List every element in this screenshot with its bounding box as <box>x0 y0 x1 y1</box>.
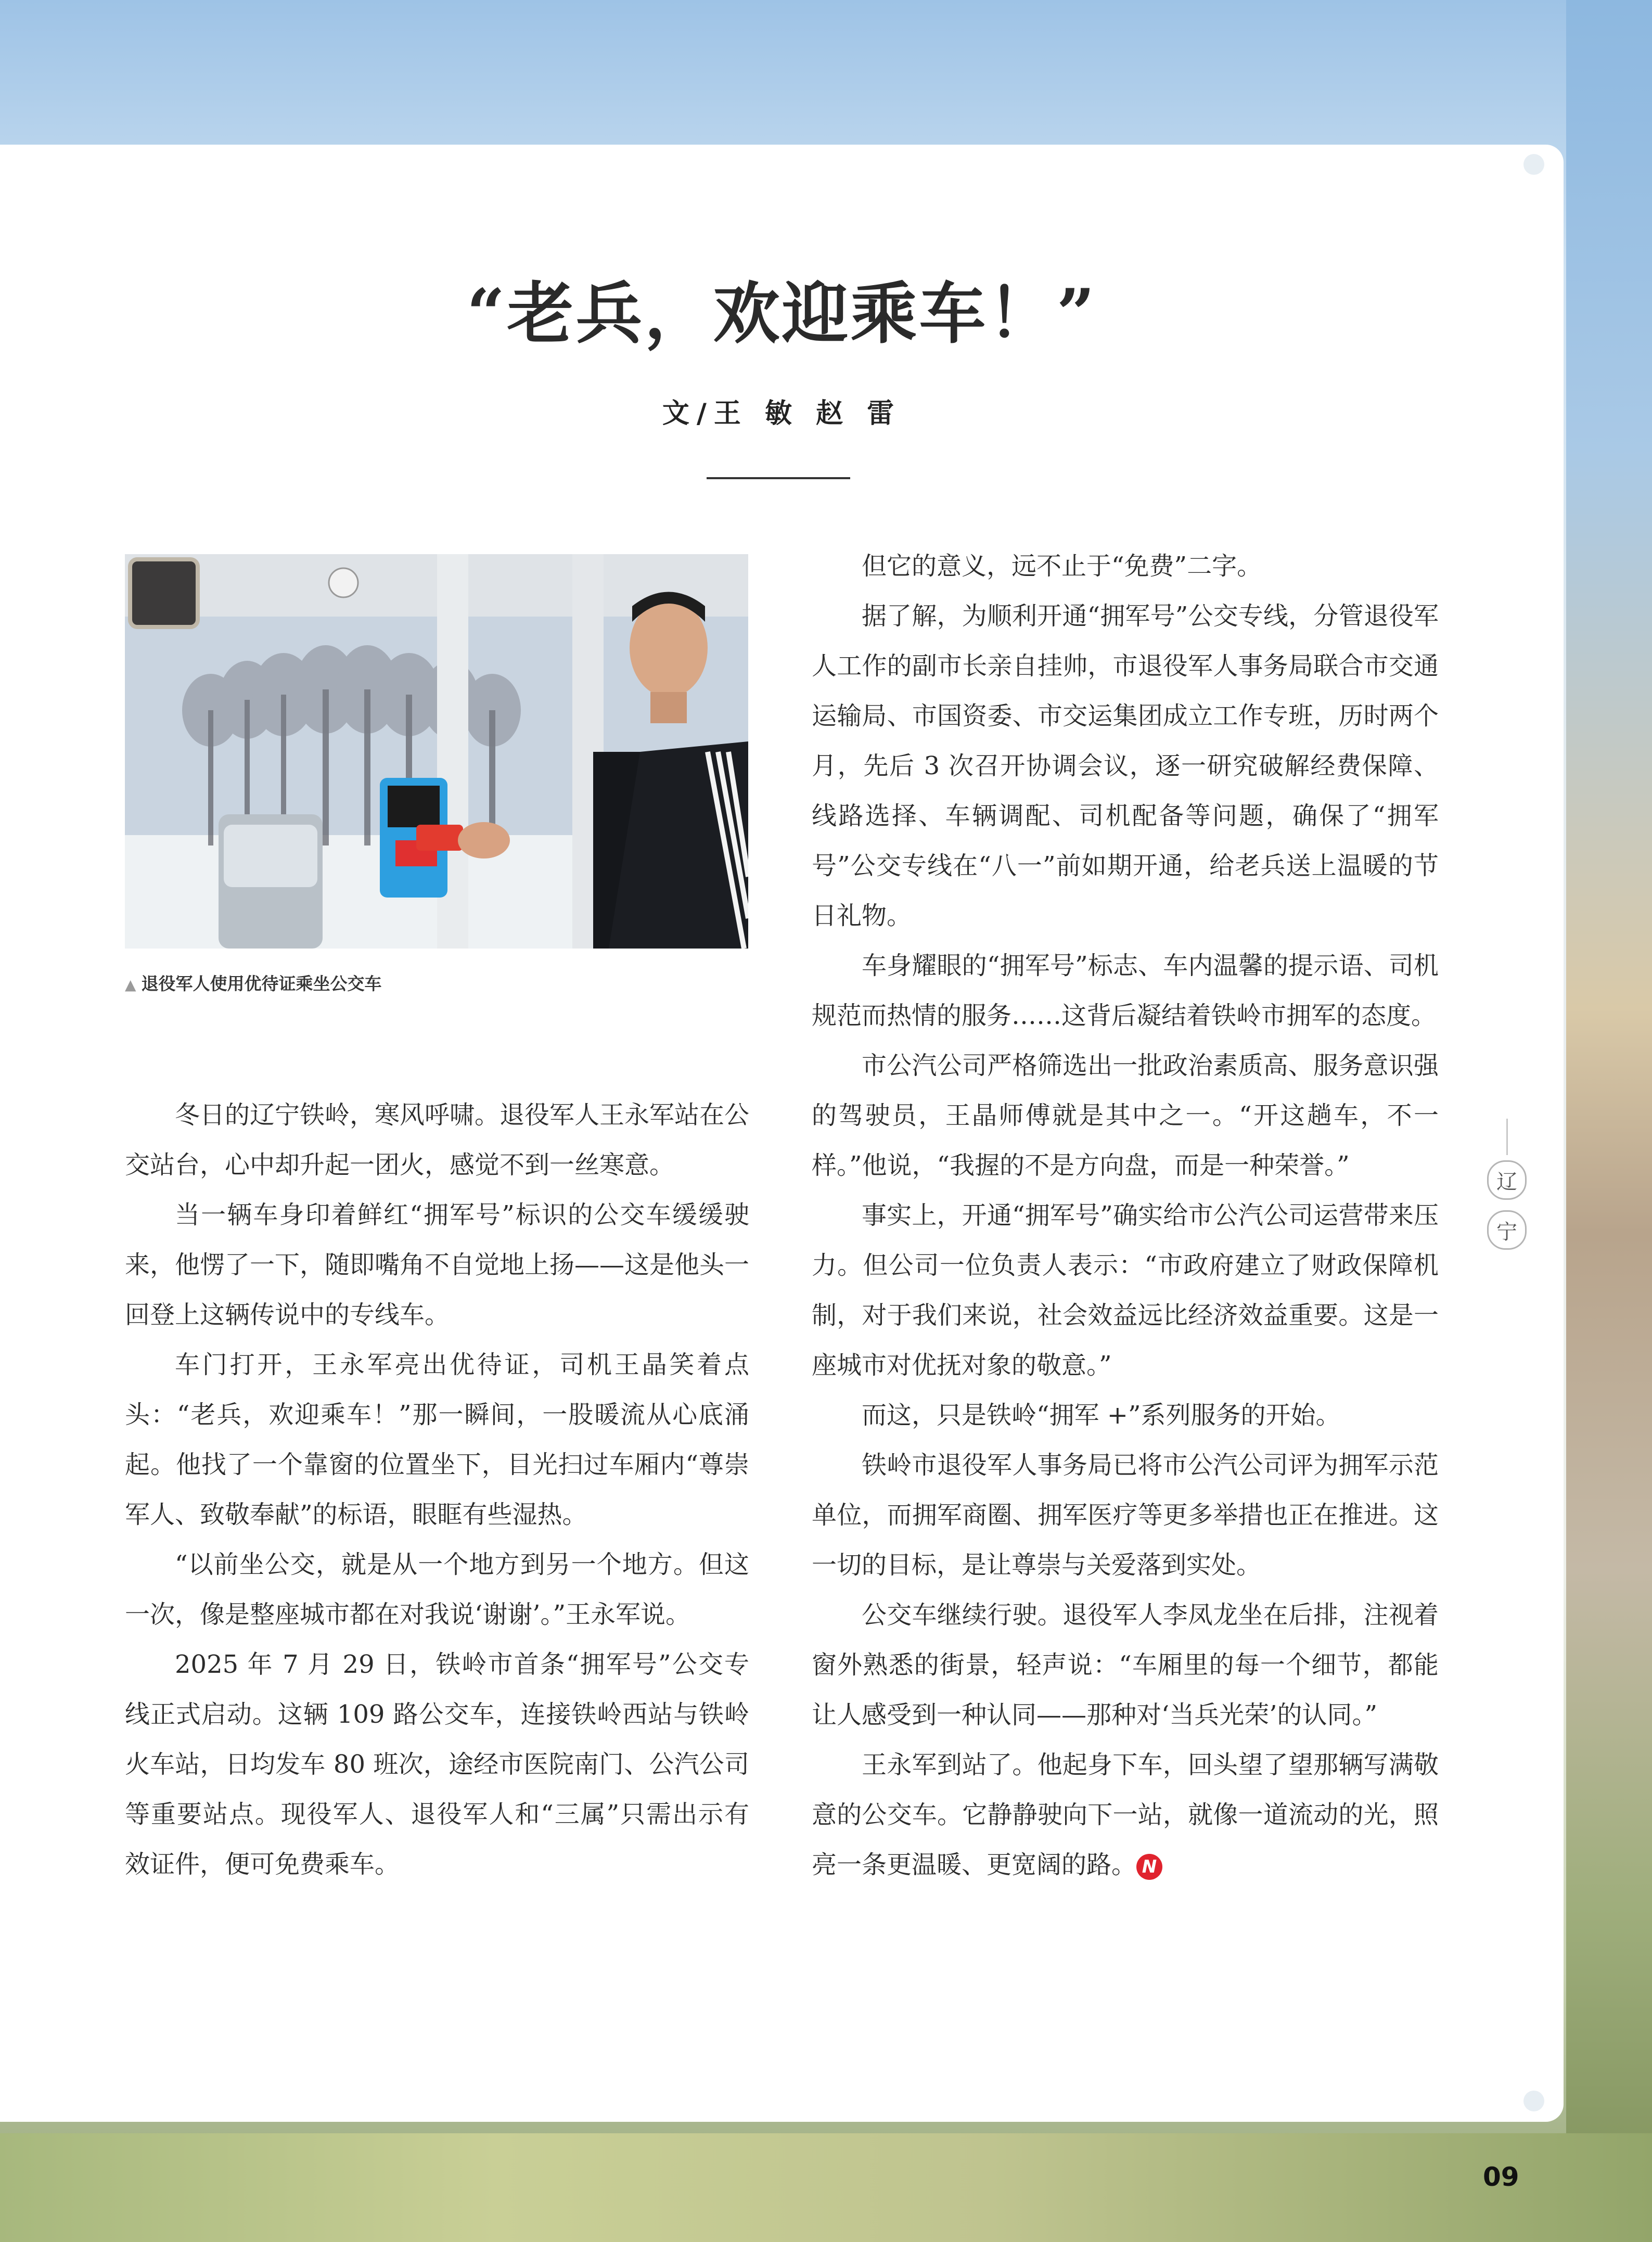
paragraph: 公交车继续行驶。退役军人李凤龙坐在后排，注视着窗外熟悉的街景，轻声说：“车厢里的每一个细节，都能让人感受到一种认同——那种对‘当兵光荣’的认同。” <box>812 1600 1439 1729</box>
photo-caption <box>125 970 749 995</box>
side-tab-char: 宁 <box>1487 1210 1527 1250</box>
side-tab-char: 辽 <box>1487 1160 1527 1200</box>
paragraph: 车身耀眼的“拥军号”标志、车内温馨的提示语、司机规范而热情的服务……这背后凝结着铁岭市拥军的态度。 <box>812 951 1439 1030</box>
title-divider <box>707 477 850 479</box>
card-notch-top <box>1523 154 1544 175</box>
paragraph: 市公汽公司严格筛选出一批政治素质高、服务意识强的驾驶员，王晶师傅就是其中之一。“开这趟车，不一样。”他说，“我握的不是方向盘，而是一种荣誉。” <box>812 1051 1439 1180</box>
background-landscape-right <box>1566 0 1652 2242</box>
article-column-left <box>125 1090 749 1889</box>
paragraph-final <box>812 1740 1439 1890</box>
bus-photo <box>125 554 748 949</box>
side-tab-line <box>1506 1119 1508 1155</box>
paragraph: 车门打开，王永军亮出优待证，司机王晶笑着点头：“老兵，欢迎乘车！”那一瞬间，一股暖流从心底涌起。他找了一个靠窗的位置坐下，目光扫过车厢内“尊崇军人、致敬奉献”的标语，眼眶有些湿热。 <box>125 1350 749 1529</box>
paragraph: 据了解，为顺利开通“拥军号”公交专线，分管退役军人工作的副市长亲自挂帅，市退役军人事务局联合市交通运输局、市国资委、市交运集团成立工作专班，历时两个月，先后 3 次召开协调会议，逐一研究破解经费保障、线路选择、车辆调配、司机配备等问题，确保了“拥军号”公交专线在“八一”前如期开通，给老兵送上温暖的节日礼物。 <box>812 601 1439 930</box>
paragraph: 冬日的辽宁铁岭，寒风呼啸。退役军人王永军站在公交站台，心中却升起一团火，感觉不到一丝寒意。 <box>125 1100 750 1180</box>
paragraph: 当一辆车身印着鲜红“拥军号”标识的公交车缓缓驶来，他愣了一下，随即嘴角不自觉地上扬——这是他头一回登上这辆传说中的专线车。 <box>125 1200 750 1329</box>
paragraph: 铁岭市退役军人事务局已将市公汽公司评为拥军示范单位，而拥军商圈、拥军医疗等更多举措也正在推进。这一切的目标，是让尊崇与关爱落到实处。 <box>812 1451 1439 1580</box>
article-byline: 文/王 敏 赵 雷 <box>662 398 902 429</box>
page-number: 09 <box>1483 2162 1519 2192</box>
end-mark-icon: N <box>1136 1854 1162 1880</box>
paragraph: 但它的意义，远不止于“免费”二字。 <box>862 552 1262 581</box>
bus-photo-illustration <box>125 554 748 949</box>
article-column-right <box>812 541 1439 1890</box>
paragraph: 事实上，开通“拥军号”确实给市公汽公司运营带来压力。但公司一位负责人表示：“市政府建立了财政保障机制，对于我们来说，社会效益远比经济效益重要。这是一座城市对优抚对象的敬意。” <box>812 1201 1439 1380</box>
paragraph: 2025 年 7 月 29 日，铁岭市首条“拥军号”公交专线正式启动。这辆 109 路公交车，连接铁岭西站与铁岭火车站，日均发车 80 班次，途经市医院南门、公汽公司等重要站点。现役军人、退役军人和“三属”只需出示有效证件，便可免费乘车。 <box>125 1650 749 1879</box>
region-side-tab <box>1481 1119 1533 1255</box>
caption-triangle-icon: ▲ <box>125 976 136 993</box>
paragraph: “以前坐公交，就是从一个地方到另一个地方。但这一次，像是整座城市都在对我说‘谢谢’。”王永军说。 <box>125 1550 749 1629</box>
card-notch-bottom <box>1523 2091 1544 2111</box>
caption-text: 退役军人使用优待证乘坐公交车 <box>141 973 382 994</box>
article-title: “老兵，欢迎乘车！” <box>466 275 1097 353</box>
final-paragraph-text: 王永军到站了。他起身下车，回头望了望那辆写满敬意的公交车。它静静驶向下一站，就像一道流动的光，照亮一条更温暖、更宽阔的路。 <box>812 1750 1439 1879</box>
background-landscape-bottom <box>0 2133 1652 2242</box>
paragraph: 而这，只是铁岭“拥军 +”系列服务的开始。 <box>862 1401 1341 1430</box>
